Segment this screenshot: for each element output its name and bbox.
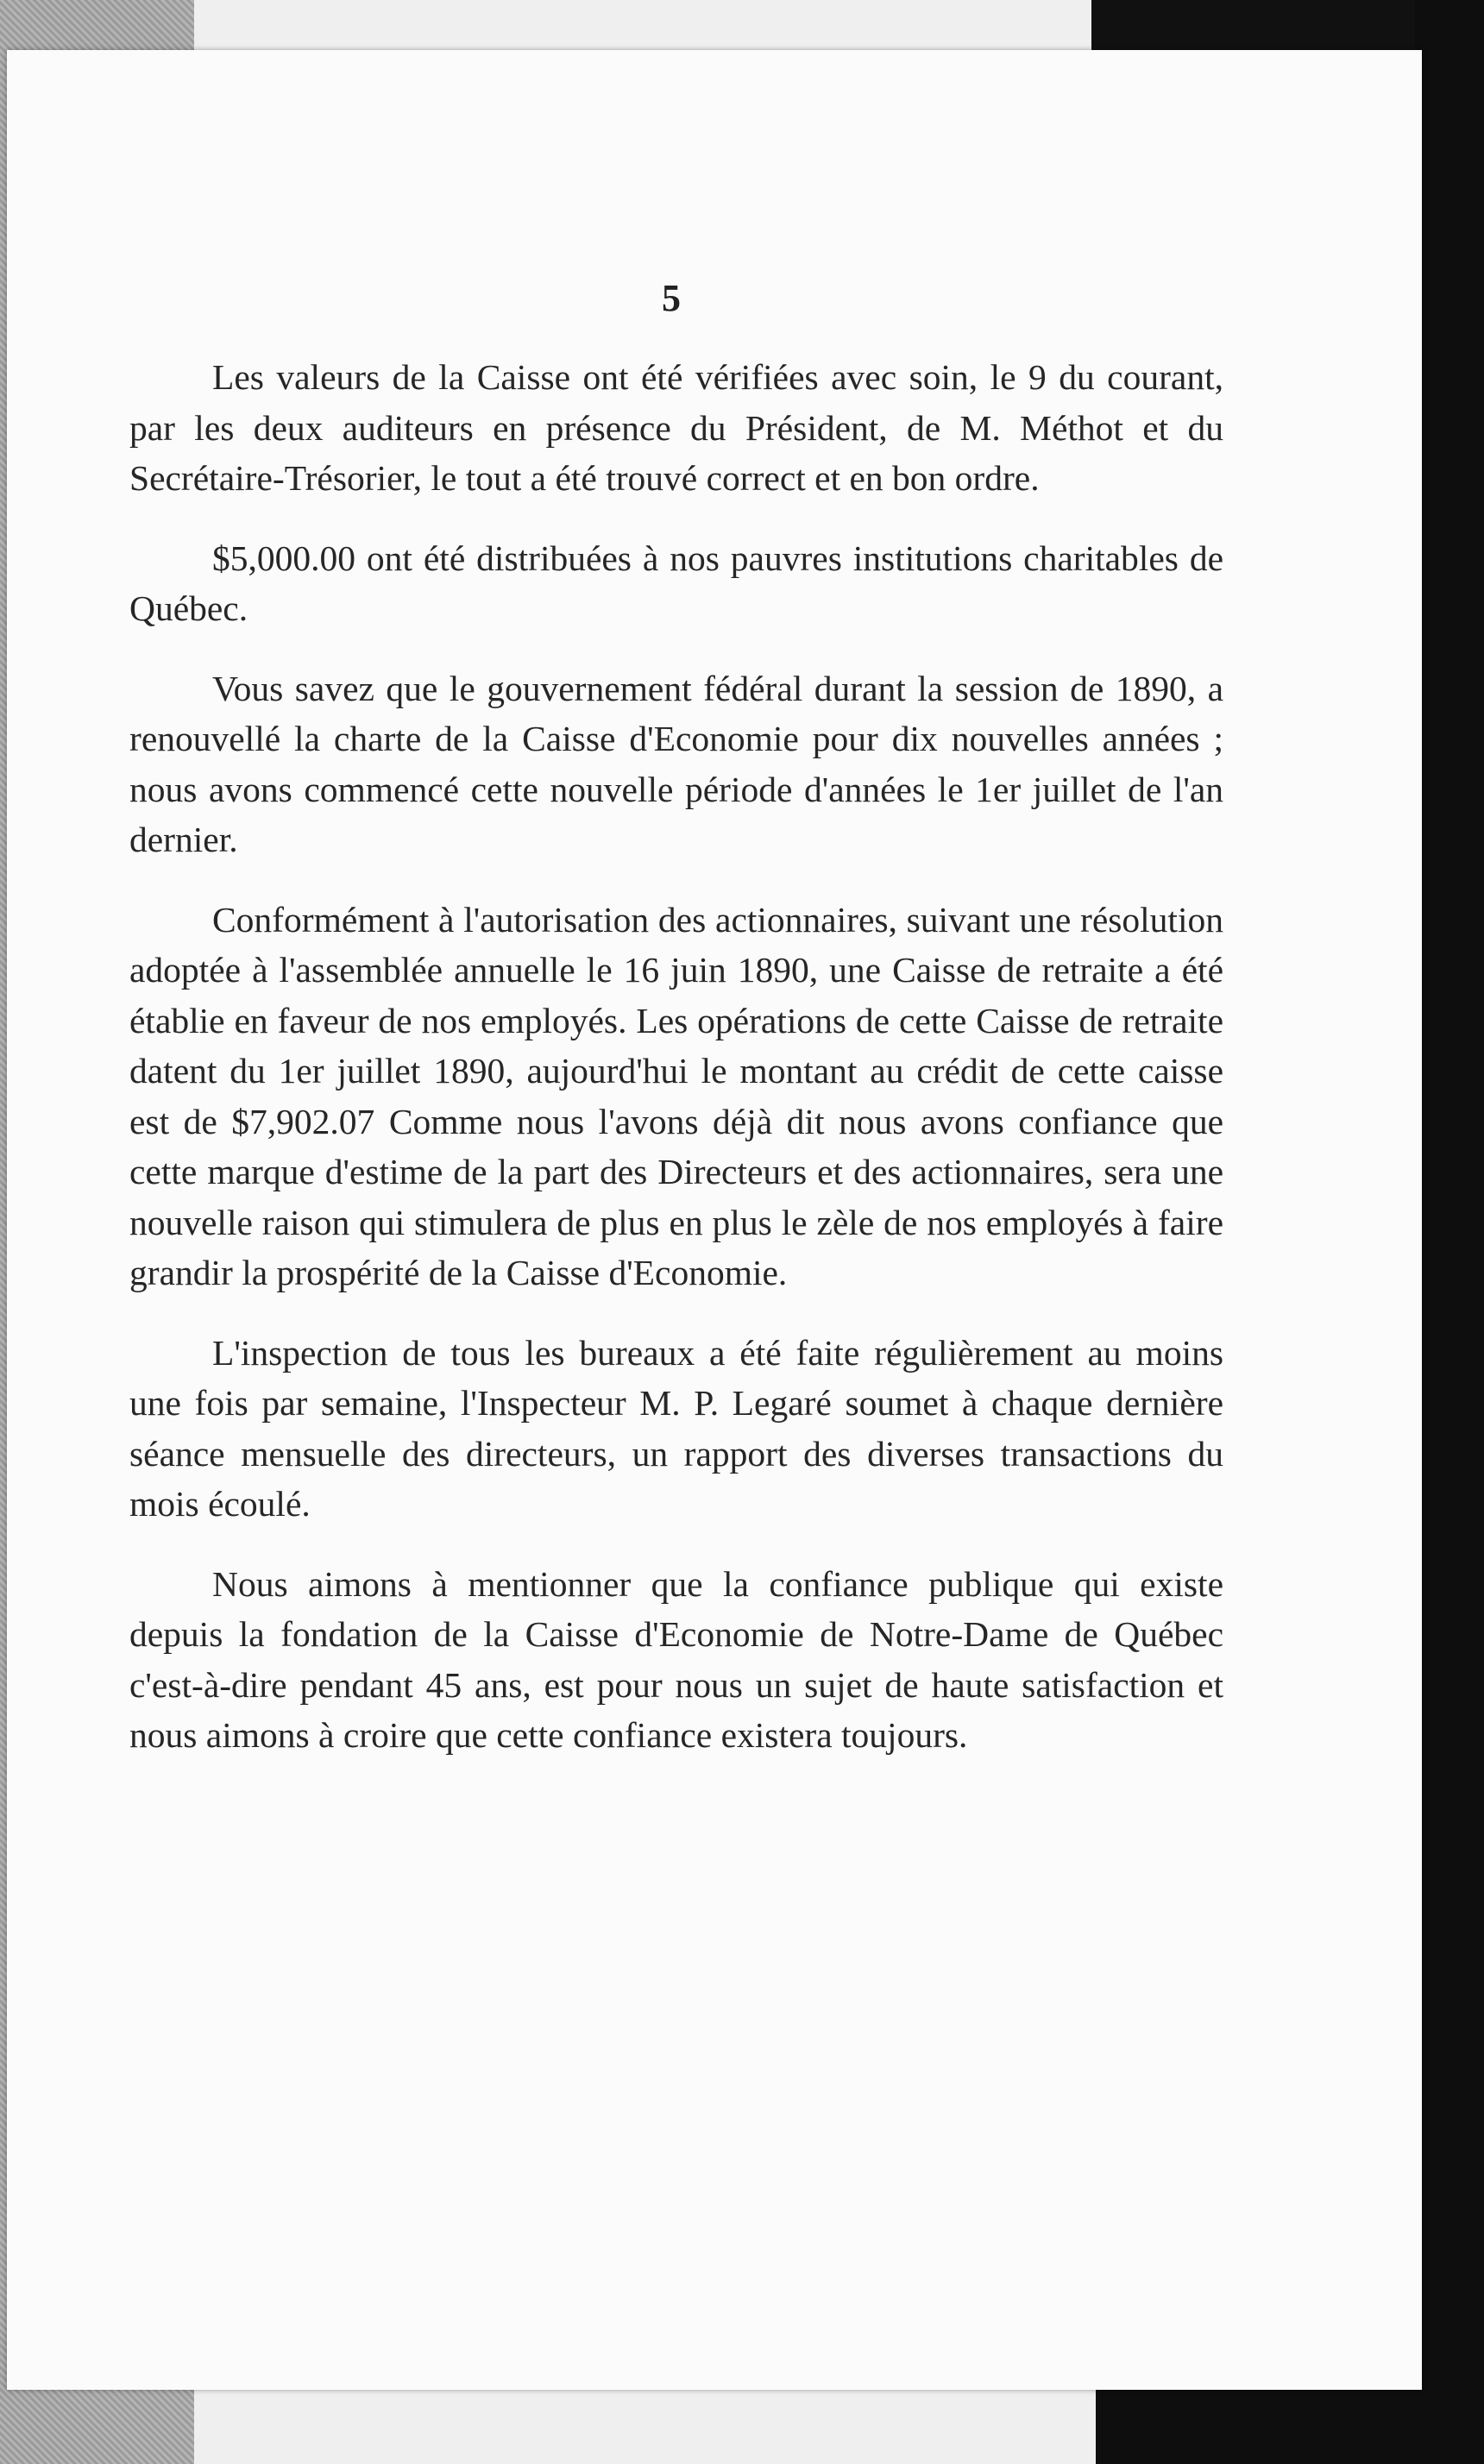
page-number: 5 xyxy=(662,277,681,319)
paragraph-donations: $5,000.00 ont été distribuées à nos pauvres institutions charitables de Québec. xyxy=(129,537,1223,628)
document-page xyxy=(7,50,1422,2390)
paragraph-retirement-fund: Conformément à l'autorisation des actionnaires, suivant une résolution adoptée à l'assemblée annuelle le 16 juin 1890, une Caisse de retraite a été établie en faveur de nos employés. Les opérations de cette Caisse de retraite datent du 1er juillet 1890, aujourd'hui le montant au crédit de cette caisse est de $7,902.07 Comme nous l'avons déjà dit nous avons confiance que cette marque d'estime de la part des Directeurs et des actionnaires, sera une nouvelle raison qui stimulera de plus en plus le zèle de nos employés à faire grandir la prospérité de la Caisse d'Economie. xyxy=(129,899,1223,1292)
top-leaf-edge xyxy=(194,0,1096,52)
paragraph-inspection: L'inspection de tous les bureaux a été faite régulièrement au moins une fois par semaine, l'Inspecteur M. P. Legaré soumet à chaque dernière séance mensuelle des directeurs, un rapport des diverses transactions du mois écoulé. xyxy=(129,1332,1223,1524)
paragraph-audit: Les valeurs de la Caisse ont été vérifiées avec soin, le 9 du courant, par les deux auditeurs en présence du Président, de M. Méthot et du Secrétaire-Trésorier, le tout a été trouvé correct et en bon ordre. xyxy=(129,357,1223,498)
right-dark-margin xyxy=(1415,0,1484,2464)
paragraph-charter: Vous savez que le gouvernement fédéral durant la session de 1890, a renouvellé la charte de la Caisse d'Economie pour dix nouvelles années ; nous avons commencé cette nouvelle période d'années le 1er juillet de l'an dernier. xyxy=(129,668,1223,859)
body-text xyxy=(129,352,1223,1790)
bottom-right-dark-corner xyxy=(1096,2390,1484,2464)
paragraph-public-confidence: Nous aimons à mentionner que la confiance publique qui existe depuis la fondation de la Caisse d'Economie de Notre-Dame de Québec c'est-à-dire pendant 45 ans, est pour nous un sujet de haute satisfaction et nous aimons à croire que cette confiance existera toujours. xyxy=(129,1563,1223,1755)
bottom-leaf-edge xyxy=(194,2390,1096,2464)
